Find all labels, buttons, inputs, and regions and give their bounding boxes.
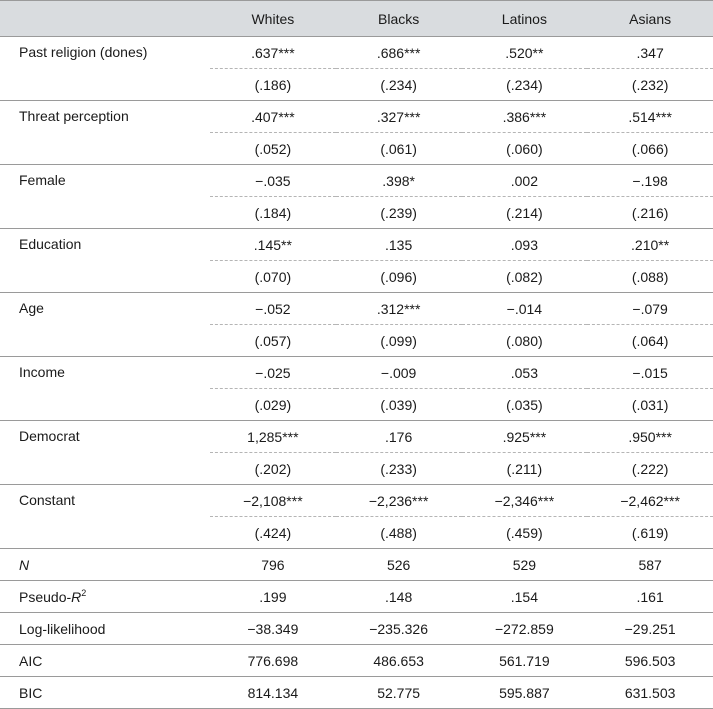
header-empty-cell: [0, 1, 210, 37]
std-error-cell: (.459): [462, 517, 588, 549]
row-label: Threat perception: [19, 108, 129, 124]
table-row: [0, 485, 713, 517]
table-row: [0, 421, 713, 453]
std-error-cell: (.080): [462, 325, 588, 357]
coefficient-cell: −.025: [255, 364, 291, 381]
stat-value-cell: 526: [386, 556, 411, 573]
table-row: [0, 357, 713, 389]
stat-label: [0, 581, 210, 613]
std-error-cell: (.424): [210, 517, 336, 549]
std-error-cell: (.234): [336, 69, 462, 101]
stat-value-cell: 796: [261, 556, 285, 573]
stat-value-cell: 486.653: [373, 652, 424, 669]
coefficient-cell: −.009: [380, 364, 417, 381]
coefficient-cell: 1,285***: [247, 428, 299, 445]
coefficient-cell: −.014: [506, 300, 543, 317]
stat-value-cell: 561.719: [499, 652, 550, 669]
table-row: [0, 613, 713, 645]
r-symbol: R: [71, 589, 82, 605]
coefficient-cell: .327***: [376, 108, 421, 125]
std-error-cell: (.057): [210, 325, 336, 357]
column-header-asians: Asians: [587, 1, 713, 37]
stat-value-cell: .148: [385, 588, 413, 605]
std-error-cell: (.233): [336, 453, 462, 485]
column-header-latinos: Latinos: [462, 1, 588, 37]
table-row: [0, 229, 713, 261]
coefficient-cell: .686***: [376, 44, 421, 61]
coefficient-cell: .398*: [382, 172, 415, 189]
row-label: Education: [19, 236, 82, 252]
table-row: [0, 581, 713, 613]
std-error-cell: (.222): [587, 453, 713, 485]
row-label: Age: [19, 300, 44, 316]
std-error-cell: (.066): [587, 133, 713, 165]
std-error-cell: (.488): [336, 517, 462, 549]
coefficient-cell: −2,346***: [494, 492, 555, 509]
coefficient-cell: .637***: [251, 44, 295, 61]
table-row: [0, 165, 713, 197]
superscript-two: 2: [81, 588, 87, 598]
std-error-cell: (.096): [336, 261, 462, 293]
stat-value-cell: −29.251: [624, 620, 676, 637]
stat-value-cell: .199: [259, 588, 287, 605]
std-error-cell: (.232): [587, 69, 713, 101]
std-error-cell: (.234): [462, 69, 588, 101]
row-label: Democrat: [19, 428, 80, 444]
coefficient-cell: −2,462***: [620, 492, 680, 509]
coefficient-cell: −.052: [255, 300, 291, 317]
std-error-cell: (.031): [587, 389, 713, 421]
stat-label: [0, 613, 210, 645]
std-error-cell: (.064): [587, 325, 713, 357]
stat-label-text: N: [19, 556, 30, 573]
stat-value-cell: −272.859: [494, 620, 554, 637]
table-row: [0, 101, 713, 133]
header-row: [0, 1, 713, 37]
stat-value-cell: .154: [510, 588, 538, 605]
std-error-cell: (.035): [462, 389, 588, 421]
coefficient-cell: .386***: [502, 108, 547, 125]
stat-value-cell: 595.887: [499, 684, 550, 701]
stat-value-cell: .161: [636, 588, 664, 605]
table-row: [0, 549, 713, 581]
row-label: Female: [19, 172, 66, 188]
table-body: [0, 37, 713, 709]
coefficient-cell: .002: [510, 172, 538, 189]
coefficient-cell: −.015: [632, 364, 668, 381]
stat-label-text: Log-likelihood: [19, 620, 106, 637]
stat-label: [0, 645, 210, 677]
column-header-blacks: Blacks: [336, 1, 462, 37]
coefficient-cell: .135: [385, 236, 413, 253]
stat-label-text: Pseudo-$R^2$: [19, 588, 87, 605]
table-row: [0, 677, 713, 709]
stat-label: [0, 549, 210, 581]
stat-value-cell: 596.503: [624, 652, 676, 669]
coefficient-cell: .093: [510, 236, 538, 253]
std-error-cell: (.070): [210, 261, 336, 293]
coefficient-cell: .210**: [631, 236, 670, 253]
std-error-cell: (.239): [336, 197, 462, 229]
table-row: [0, 37, 713, 69]
std-error-cell: (.214): [462, 197, 588, 229]
std-error-cell: (.052): [210, 133, 336, 165]
coefficient-cell: −.198: [632, 172, 668, 189]
stat-value-cell: 814.134: [247, 684, 299, 701]
std-error-cell: (.061): [336, 133, 462, 165]
stat-value-cell: 631.503: [624, 684, 676, 701]
table-row: [0, 645, 713, 677]
stat-label: [0, 677, 210, 709]
stat-value-cell: 776.698: [247, 652, 299, 669]
std-error-cell: (.211): [462, 453, 588, 485]
std-error-cell: (.202): [210, 453, 336, 485]
stat-value-cell: 52.775: [377, 684, 421, 701]
coefficient-cell: .053: [510, 364, 538, 381]
coefficient-cell: .145**: [253, 236, 292, 253]
coefficient-cell: .950***: [628, 428, 672, 445]
stat-value-cell: 587: [638, 556, 662, 573]
coefficient-cell: −.035: [255, 172, 291, 189]
coefficient-cell: −2,108***: [243, 492, 303, 509]
row-label: Constant: [19, 492, 76, 508]
coefficient-cell: .514***: [628, 108, 672, 125]
stat-label-text: BIC: [19, 684, 43, 701]
std-error-cell: (.184): [210, 197, 336, 229]
std-error-cell: (.060): [462, 133, 588, 165]
coefficient-cell: .925***: [502, 428, 547, 445]
std-error-cell: (.099): [336, 325, 462, 357]
coefficient-cell: .407***: [251, 108, 295, 125]
table-row: [0, 293, 713, 325]
row-label: Income: [19, 364, 65, 380]
coefficient-cell: .176: [385, 428, 413, 445]
stat-value-cell: 529: [512, 556, 537, 573]
std-error-cell: (.216): [587, 197, 713, 229]
coefficient-cell: .347: [636, 44, 664, 61]
row-label: Past religion (dones): [19, 44, 148, 60]
coefficient-cell: −2,236***: [368, 492, 429, 509]
coefficient-cell: .312***: [376, 300, 421, 317]
std-error-cell: (.088): [587, 261, 713, 293]
std-error-cell: (.029): [210, 389, 336, 421]
std-error-cell: (.619): [587, 517, 713, 549]
stat-value-cell: −235.326: [369, 620, 429, 637]
coefficient-cell: .520**: [505, 44, 544, 61]
stat-value-cell: −38.349: [247, 620, 299, 637]
column-header-whites: Whites: [210, 1, 336, 37]
coefficient-cell: −.079: [632, 300, 668, 317]
std-error-cell: (.186): [210, 69, 336, 101]
std-error-cell: (.082): [462, 261, 588, 293]
std-error-cell: (.039): [336, 389, 462, 421]
stat-label-text: AIC: [19, 652, 43, 669]
